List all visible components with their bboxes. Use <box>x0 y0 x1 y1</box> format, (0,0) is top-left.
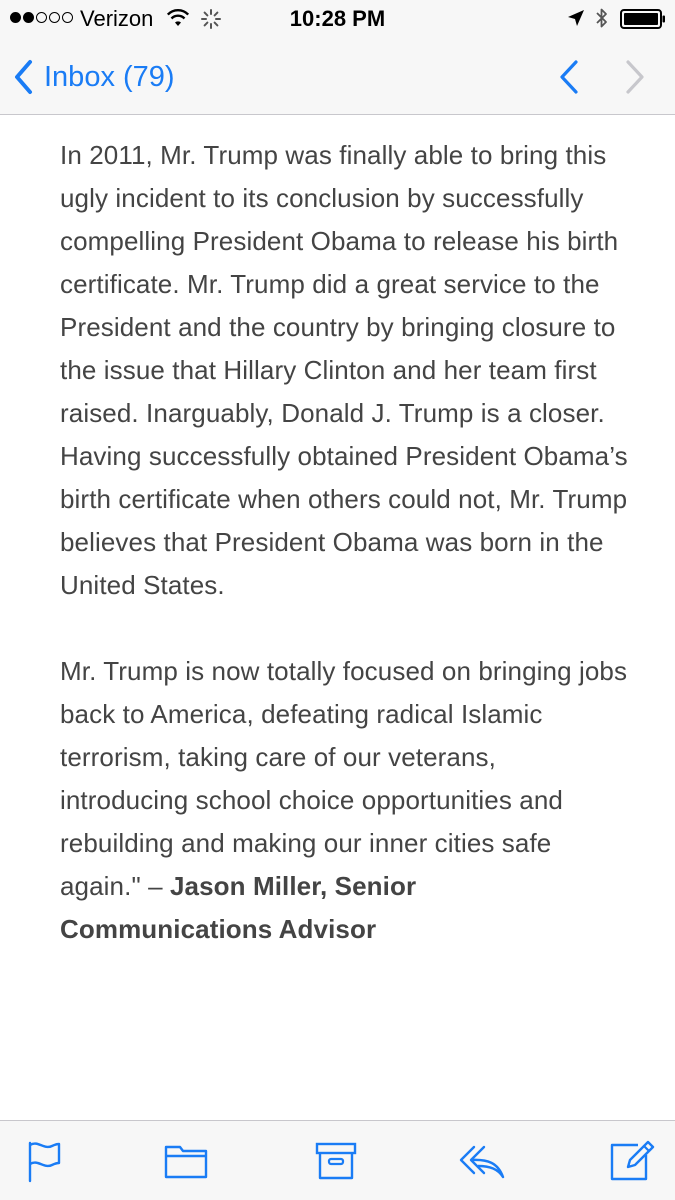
flag-button[interactable] <box>22 1139 70 1183</box>
reply-button[interactable] <box>458 1139 506 1183</box>
message-paragraph-text: Mr. Trump is now totally focused on bringing jobs back to America, defeating radical Islamic terrorism, taking care of our veterans, introducing school choice opportunities and rebuilding and making our inner cities safe again." – <box>60 656 628 901</box>
status-time: 10:28 PM <box>289 6 386 31</box>
back-to-inbox-button[interactable] <box>12 56 175 98</box>
back-button-label: Inbox (79) <box>44 61 175 93</box>
status-bar <box>0 0 675 38</box>
carrier-name: Verizon <box>80 6 154 31</box>
battery-icon <box>620 9 666 29</box>
chevron-left-icon <box>12 59 36 95</box>
flag-icon <box>22 1139 70 1183</box>
location-arrow-icon <box>566 8 586 28</box>
folder-icon <box>162 1139 210 1183</box>
next-message-button[interactable] <box>622 58 648 96</box>
archive-icon <box>312 1139 360 1183</box>
message-paragraph: In 2011, Mr. Trump was finally able to bring this ugly incident to its conclusion by successfully compelling President Obama to release his birth certificate. Mr. Trump did a great service to the President and the country by bringing closure to the issue that Hillary Clinton and her team first raised. Inarguably, Donald J. Trump is a closer. Having successfully obtained President Obama’s birth certificate when others could not, Mr. Trump believes that President Obama was born in the United States. <box>60 140 628 600</box>
signature: Jason Miller, Senior Communications Advisor <box>60 871 417 944</box>
move-to-folder-button[interactable] <box>162 1139 210 1183</box>
navigation-bar <box>0 38 675 115</box>
bottom-toolbar <box>0 1120 675 1200</box>
reply-icon <box>458 1139 506 1183</box>
message-body <box>60 134 630 994</box>
compose-button[interactable] <box>608 1139 656 1183</box>
archive-button[interactable] <box>312 1139 360 1183</box>
bluetooth-icon <box>594 6 610 30</box>
compose-icon <box>608 1139 656 1183</box>
previous-message-button[interactable] <box>556 58 582 96</box>
message-paragraph <box>60 650 630 951</box>
